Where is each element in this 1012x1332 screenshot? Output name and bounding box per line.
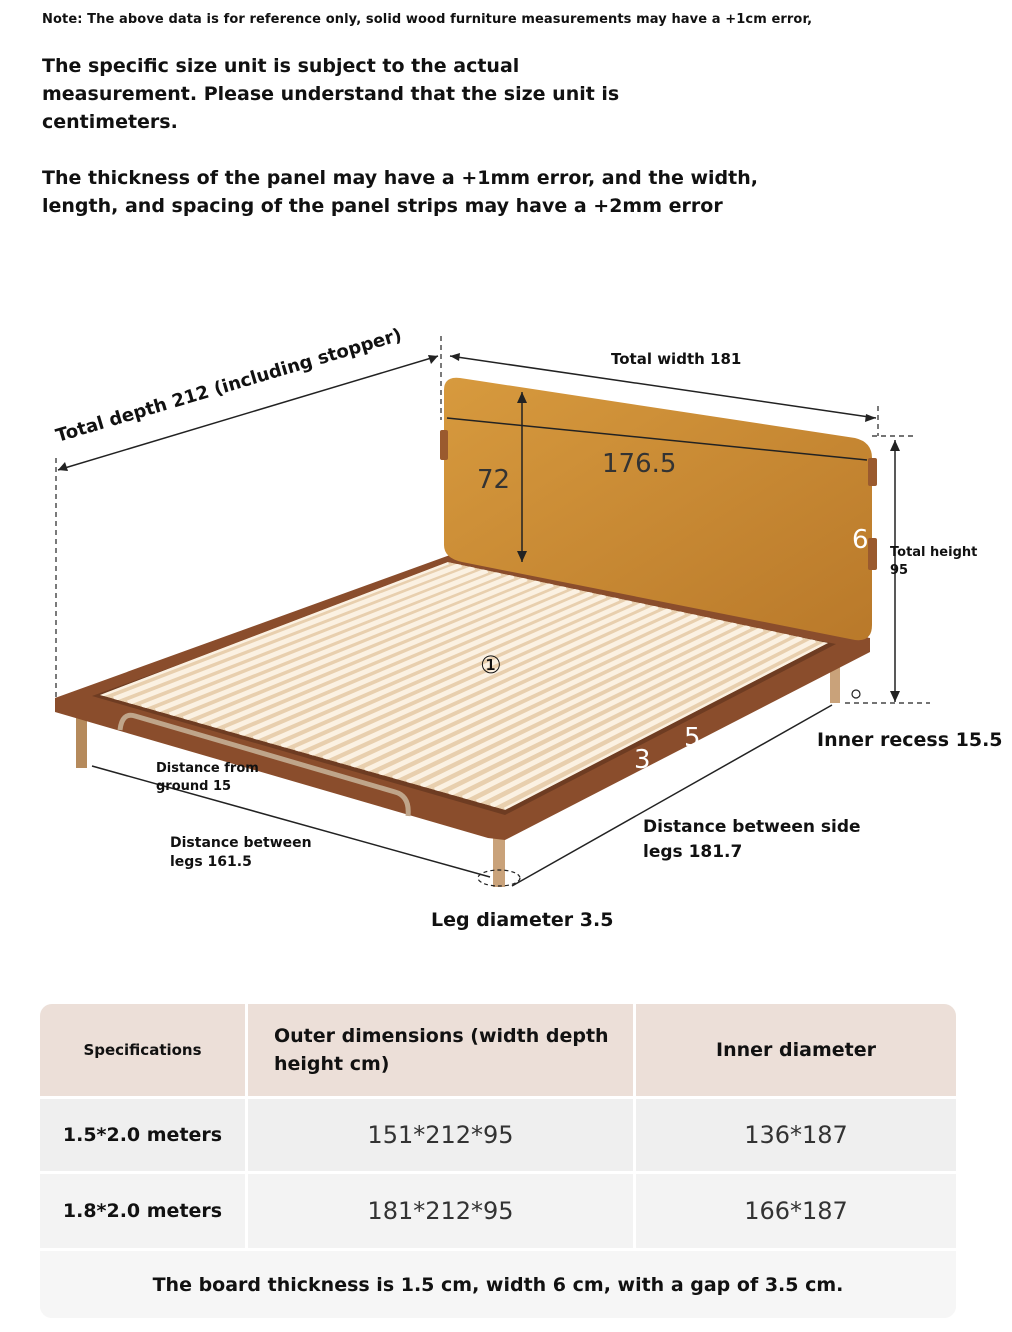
- bed-dimension-diagram: [0, 300, 1012, 960]
- table-row: [40, 1099, 956, 1171]
- headboard-strap-right: [868, 458, 877, 486]
- label-leg-diameter: Leg diameter 3.5: [431, 909, 614, 931]
- table-header-row: [40, 1004, 956, 1096]
- label-inner-recess: Inner recess 15.5: [817, 729, 1003, 751]
- cell-spec: 1.5*2.0 meters: [62, 1124, 223, 1146]
- label-ground-1: Distance from: [156, 761, 259, 776]
- cell-outer: 151*212*95: [245, 1099, 633, 1171]
- cell-outer: 181*212*95: [245, 1174, 633, 1248]
- label-ground-2: ground 15: [156, 779, 232, 794]
- header-inner-diameter: Inner diameter: [633, 1004, 956, 1096]
- label-slat-gap: 3: [634, 745, 651, 775]
- label-legs-2: legs 161.5: [170, 854, 252, 870]
- specifications-table: [40, 1004, 956, 1318]
- label-headboard-height: 72: [477, 465, 511, 495]
- recess-marker: [852, 690, 860, 698]
- note-size-unit: The specific size unit is subject to the actual measurement. Please understand that the size unit is centimeters.: [42, 55, 620, 133]
- header-specifications: Specifications: [83, 1041, 202, 1059]
- label-slat-width: 5: [684, 723, 701, 753]
- label-headboard-thickness: 6: [852, 525, 869, 555]
- note-panel-tolerance: The thickness of the panel may have a +1mm error, and the width, length, and spacing of the panel strips may have a +2mm error: [42, 167, 758, 217]
- cell-inner: 136*187: [633, 1099, 956, 1171]
- label-total-height: Total height: [890, 545, 978, 560]
- label-legs-1: Distance between: [170, 835, 312, 851]
- cell-inner: 166*187: [633, 1174, 956, 1248]
- note-measurement-error: Note: The above data is for reference only, solid wood furniture measurements may have a +1cm error,: [42, 12, 813, 27]
- label-slat-marker: ①: [480, 651, 502, 679]
- label-side-legs-1: Distance between side: [643, 817, 861, 837]
- table-row: [40, 1174, 956, 1248]
- table-footer-note: The board thickness is 1.5 cm, width 6 cm, with a gap of 3.5 cm.: [40, 1251, 956, 1318]
- label-total-depth: Total depth 212 (including stopper): [53, 324, 405, 447]
- header-outer-dimensions: Outer dimensions (width depth height cm): [245, 1004, 633, 1096]
- headboard-strap-left: [440, 430, 448, 460]
- label-total-width: Total width 181: [611, 350, 742, 368]
- cell-spec: 1.8*2.0 meters: [62, 1200, 223, 1222]
- label-headboard-width: 176.5: [602, 449, 677, 479]
- label-total-height-value: 95: [890, 563, 909, 578]
- label-side-legs-2: legs 181.7: [643, 842, 743, 862]
- headboard-strap-right-lower: [868, 538, 877, 570]
